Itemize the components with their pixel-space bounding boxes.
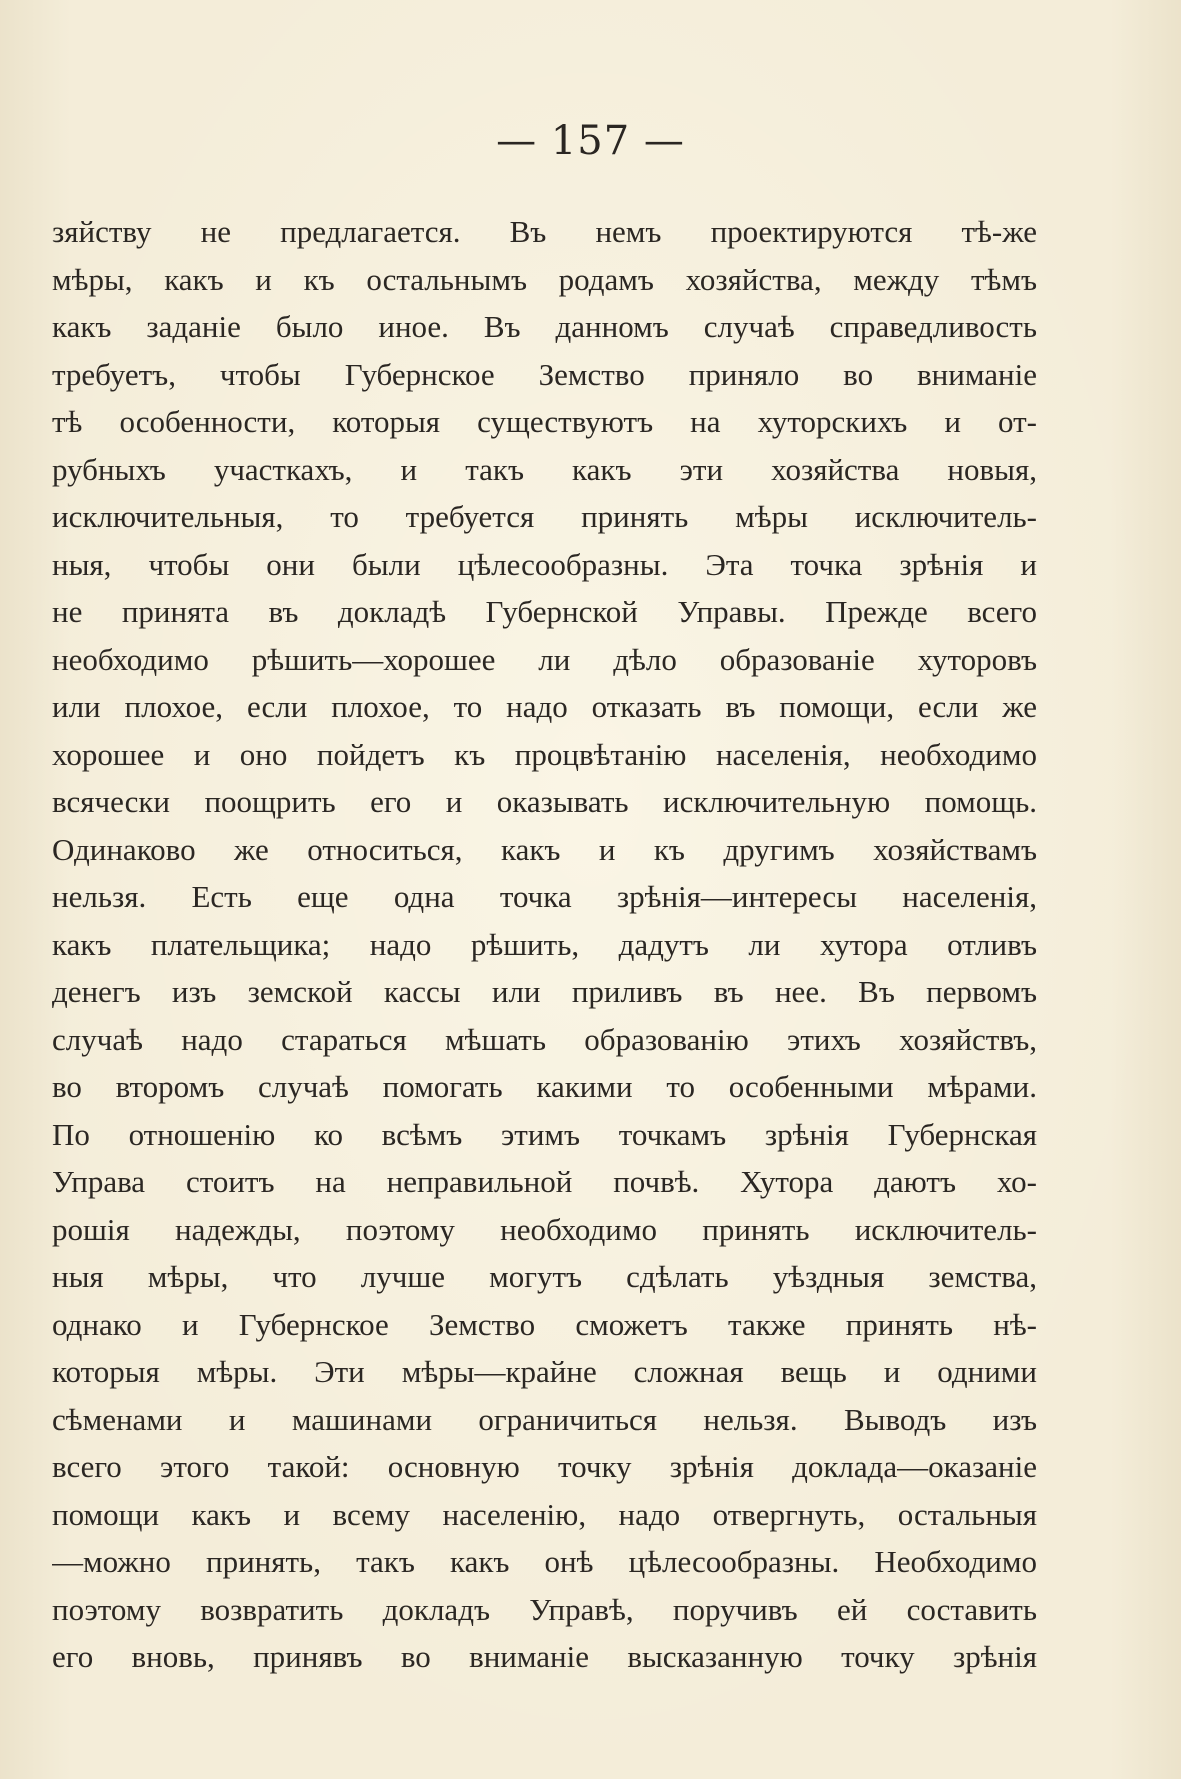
text-line: необходимо рѣшить—хорошее ли дѣло образованіе хуторовъ	[52, 641, 1037, 677]
text-line: его вновь, принявъ во вниманіе высказанную точку зрѣнія	[52, 1639, 1037, 1674]
text-line: ныя, чтобы они были цѣлесообразны. Эта точка зрѣнія и	[52, 546, 1037, 582]
text-line: Одинаково же относиться, какъ и къ другимъ хозяйствамъ	[52, 831, 1037, 867]
page-number: — 157 —	[496, 118, 685, 164]
text-line: зяйству не предлагается. Въ немъ проектируются тѣ-же	[52, 214, 1037, 249]
text-line: требуетъ, чтобы Губернское Земство приняло во вниманіе	[52, 356, 1037, 392]
text-line: во второмъ случаѣ помогать какими то особенными мѣрами.	[52, 1069, 1037, 1104]
text-line: рубныхъ участкахъ, и такъ какъ эти хозяйства новыя,	[52, 451, 1037, 487]
text-line: сѣменами и машинами ограничиться нельзя. Выводъ изъ	[52, 1401, 1037, 1437]
text-line: какъ заданіе было иное. Въ данномъ случаѣ справедливость	[52, 309, 1037, 344]
text-line: тѣ особенности, которыя существуютъ на хуторскихъ и от-	[52, 404, 1037, 439]
text-line: какъ плательщика; надо рѣшить, дадутъ ли хутора отливъ	[52, 926, 1037, 962]
text-line: всего этого такой: основную точку зрѣнія доклада—оказаніе	[52, 1449, 1037, 1484]
text-line: всячески поощрить его и оказывать исключительную помощь.	[52, 784, 1037, 819]
text-line: По отношенію ко всѣмъ этимъ точкамъ зрѣнія Губернская	[52, 1116, 1037, 1152]
text-line: которыя мѣры. Эти мѣры—крайне сложная вещь и одними	[52, 1354, 1037, 1389]
text-line: —можно принять, такъ какъ онѣ цѣлесообразны. Необходимо	[52, 1544, 1037, 1579]
text-line: помощи какъ и всему населенію, надо отвергнуть, остальныя	[52, 1496, 1037, 1532]
body-text	[52, 208, 1037, 1681]
text-line: хорошее и оно пойдетъ къ процвѣтанію населенія, необходимо	[52, 736, 1037, 772]
text-line: исключительныя, то требуется принять мѣры исключитель-	[52, 499, 1037, 534]
text-line: рошія надежды, поэтому необходимо принять исключитель-	[52, 1211, 1037, 1247]
text-line: ныя мѣры, что лучше могутъ сдѣлать уѣздныя земства,	[52, 1259, 1037, 1294]
text-line: нельзя. Есть еще одна точка зрѣнія—интересы населенія,	[52, 879, 1037, 914]
text-line: однако и Губернское Земство сможетъ также принять нѣ-	[52, 1306, 1037, 1342]
text-line: мѣры, какъ и къ остальнымъ родамъ хозяйства, между тѣмъ	[52, 261, 1037, 297]
text-line: поэтому возвратить докладъ Управѣ, поручивъ ей составить	[52, 1591, 1037, 1627]
text-line: денегъ изъ земской кассы или приливъ въ нее. Въ первомъ	[52, 974, 1037, 1009]
text-line: не принята въ докладѣ Губернской Управы. Прежде всего	[52, 594, 1037, 629]
text-line: случаѣ надо стараться мѣшать образованію этихъ хозяйствъ,	[52, 1021, 1037, 1057]
text-line: или плохое, если плохое, то надо отказать въ помощи, если же	[52, 689, 1037, 724]
text-line: Управа стоитъ на неправильной почвѣ. Хутора даютъ хо-	[52, 1164, 1037, 1199]
